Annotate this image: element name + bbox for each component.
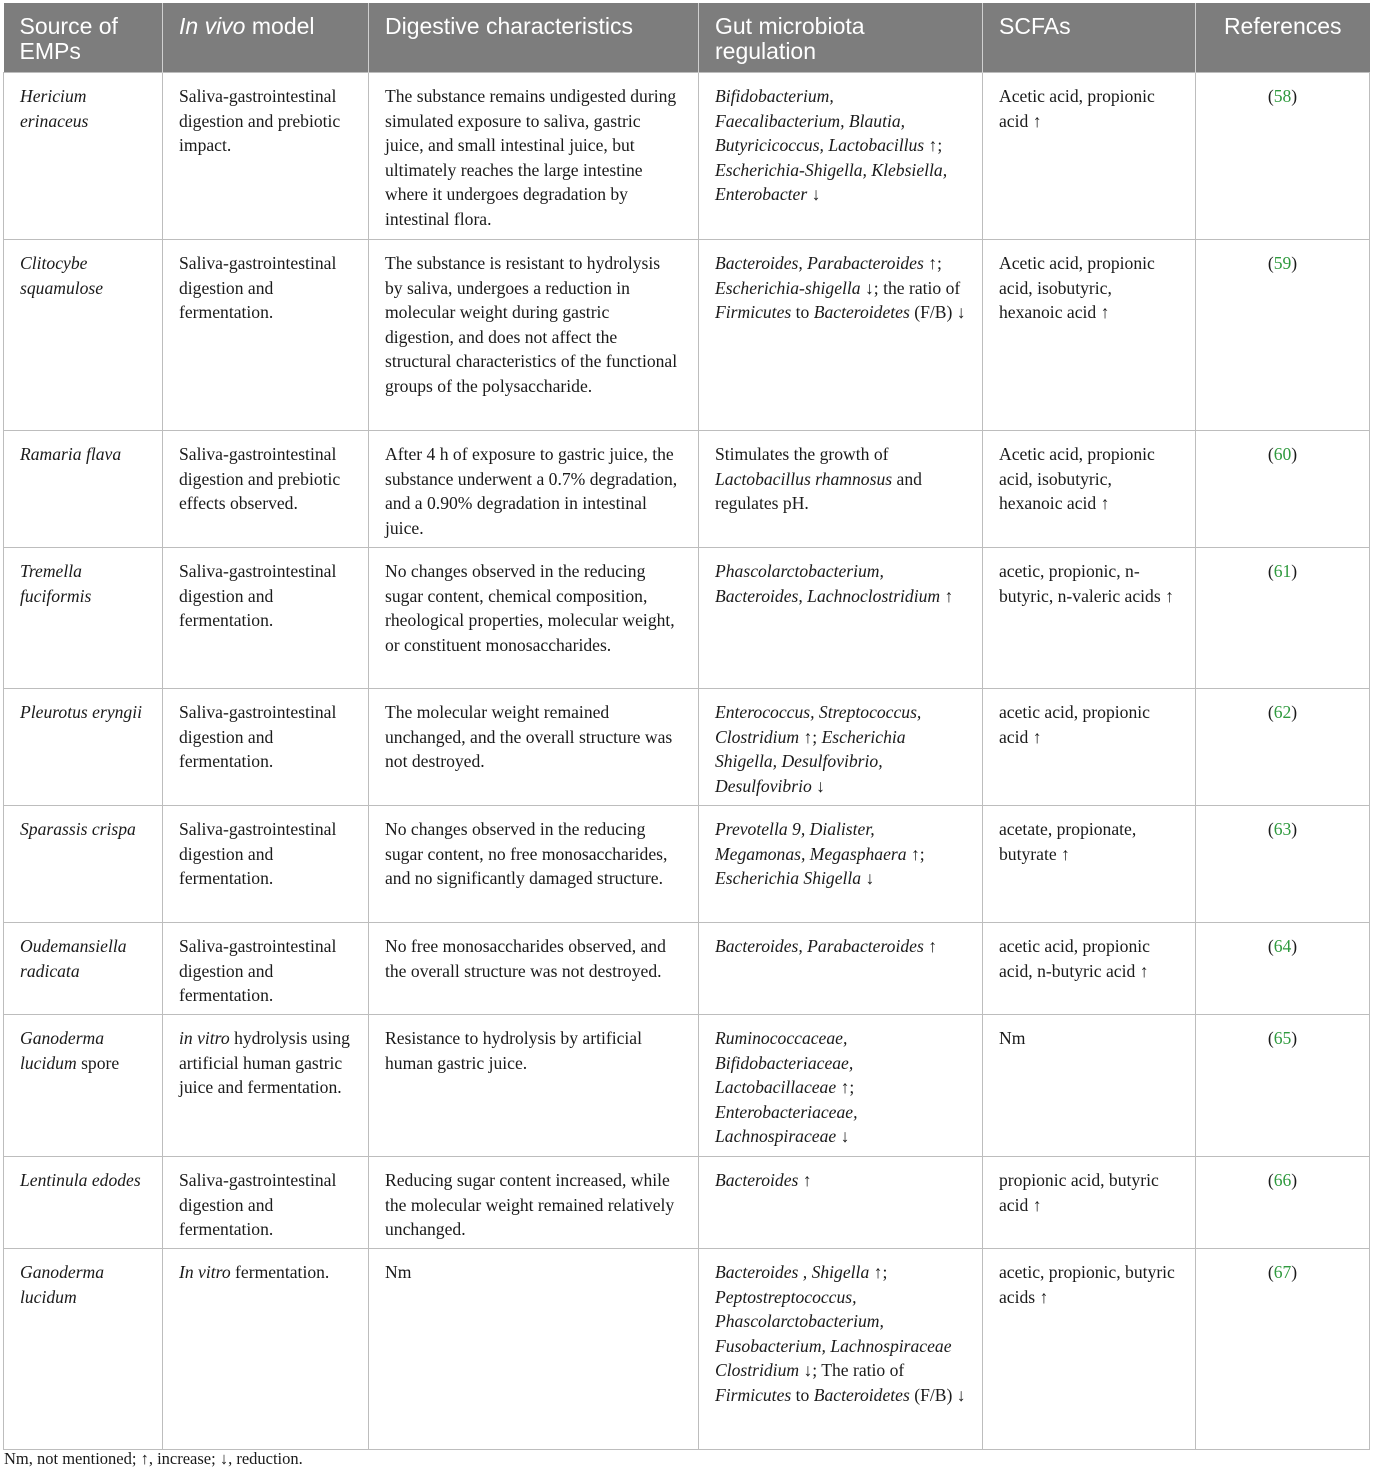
reference-link[interactable]: 61 [1273, 561, 1292, 581]
cell-scfas: Acetic acid, propionic acid, isobutyric, hexanoic acid ↑ [983, 240, 1196, 431]
cell-gut-microbiota [699, 1157, 983, 1249]
cell-model [163, 1249, 369, 1450]
cell-gut-microbiota-segment: ↑; [924, 135, 943, 156]
cell-gut-microbiota-segment: Lactobacillus rhamnosus [715, 468, 893, 489]
cell-scfas: acetic, propionic, butyric acids ↑ [983, 1249, 1196, 1450]
cell-source [4, 806, 163, 923]
cell-gut-microbiota [699, 73, 983, 240]
cell-model [163, 689, 369, 806]
cell-scfas: Acetic acid, propionic acid, isobutyric, hexanoic acid ↑ [983, 431, 1196, 548]
cell-gut-microbiota-segment: to [791, 1384, 814, 1405]
cell-model [163, 1157, 369, 1249]
header-source: Source of EMPs [4, 3, 163, 73]
cell-digestive: No changes observed in the reducing sugar content, chemical composition, rheological properties, molecular weight, or constituent monosaccharides. [369, 548, 699, 689]
cell-gut-microbiota [699, 689, 983, 806]
cell-model [163, 73, 369, 240]
cell-gut-microbiota-segment: Peptostreptococcus, Phascolarctobacterium, Fusobacterium, Lachnospiraceae Clostridium [715, 1286, 952, 1381]
cell-gut-microbiota-segment: Bacteroides , Shigella [715, 1262, 870, 1282]
cell-source [4, 1015, 163, 1157]
cell-source [4, 240, 163, 431]
cell-source [4, 431, 163, 548]
cell-source [4, 1249, 163, 1450]
cell-gut-microbiota-segment: Bifidobacterium, Faecalibacterium, Blautia, Butyricicoccus, Lactobacillus [715, 86, 925, 156]
reference-link[interactable]: 60 [1273, 444, 1292, 464]
reference-link[interactable]: 67 [1273, 1262, 1292, 1282]
cell-model-segment: Saliva-gastrointestinal digestion and fermentation. [179, 819, 337, 889]
table-row [4, 1249, 1370, 1450]
cell-model [163, 1015, 369, 1157]
cell-scfas: acetic acid, propionic acid ↑ [983, 689, 1196, 806]
header-gut-microbiota: Gut microbiota regulation [699, 3, 983, 73]
cell-gut-microbiota-segment: Phascolarctobacterium, Bacteroides, Lachnoclostridium [715, 561, 941, 606]
cell-reference: (59) [1196, 240, 1370, 431]
cell-model-segment: Saliva-gastrointestinal digestion and fermentation. [179, 561, 337, 631]
reference-link[interactable]: 59 [1273, 253, 1292, 273]
cell-reference: (61) [1196, 548, 1370, 689]
cell-gut-microbiota-segment: Bacteroidetes [813, 302, 910, 323]
cell-source-segment: Oudemansiella radicata [20, 936, 127, 981]
cell-model [163, 923, 369, 1015]
table-row [4, 73, 1370, 240]
reference-link[interactable]: 66 [1273, 1170, 1292, 1190]
cell-source-segment: Lentinula edodes [20, 1170, 141, 1190]
cell-model-segment: Saliva-gastrointestinal digestion and fermentation. [179, 1170, 337, 1240]
cell-gut-microbiota-segment: ↓ [811, 775, 825, 796]
table-row [4, 548, 1370, 689]
cell-digestive: Nm [369, 1249, 699, 1450]
cell-digestive: The substance is resistant to hydrolysis by saliva, undergoes a reduction in molecular weight during gastric digestion, and does not affect the structural characteristics of the functional groups of the polysaccharide. [369, 240, 699, 431]
cell-gut-microbiota [699, 806, 983, 923]
cell-gut-microbiota-segment: Enterococcus, Streptococcus, Clostridium [715, 702, 922, 747]
cell-model-segment: Saliva-gastrointestinal digestion and fermentation. [179, 936, 337, 1006]
cell-scfas: Nm [983, 1015, 1196, 1157]
emp-digestion-table [3, 3, 1370, 1450]
table-footnote: Nm, not mentioned; ↑, increase; ↓, reduction. [4, 1449, 303, 1468]
cell-gut-microbiota [699, 240, 983, 431]
cell-gut-microbiota-segment: ↑; [869, 1262, 888, 1282]
cell-digestive: After 4 h of exposure to gastric juice, the substance underwent a 0.7% degradation, and a 0.90% degradation in intestinal juice. [369, 431, 699, 548]
cell-gut-microbiota-segment: ↓ [836, 1126, 850, 1147]
cell-model-segment: Saliva-gastrointestinal digestion and fermentation. [179, 702, 337, 772]
cell-gut-microbiota-segment: ↑; [836, 1077, 855, 1098]
cell-model-segment: hydrolysis using artificial human gastric juice and fermentation. [179, 1028, 350, 1098]
cell-gut-microbiota-segment: to [791, 302, 814, 323]
cell-scfas: acetic, propionic, n-butyric, n-valeric acids ↑ [983, 548, 1196, 689]
cell-scfas: propionic acid, butyric acid ↑ [983, 1157, 1196, 1249]
cell-gut-microbiota-segment: Bacteroides, Parabacteroides [715, 253, 924, 273]
cell-gut-microbiota [699, 1249, 983, 1450]
cell-gut-microbiota-segment: ↑ [923, 936, 937, 956]
cell-model-segment: Saliva-gastrointestinal digestion and prebiotic impact. [179, 86, 341, 156]
cell-source-segment: Ramaria flava [20, 444, 122, 464]
cell-model [163, 240, 369, 431]
cell-source [4, 548, 163, 689]
cell-gut-microbiota-segment: Escherichia-Shigella, Klebsiella, Enterobacter [715, 159, 948, 205]
cell-source [4, 73, 163, 240]
cell-model [163, 806, 369, 923]
header-row [4, 3, 1370, 73]
reference-link[interactable]: 64 [1273, 936, 1292, 956]
cell-source-segment: Pleurotus eryngii [20, 702, 142, 722]
cell-gut-microbiota-segment: ↓ [807, 184, 821, 205]
cell-gut-microbiota [699, 923, 983, 1015]
reference-link[interactable]: 58 [1273, 86, 1292, 106]
cell-source-segment: spore [76, 1052, 120, 1073]
cell-model-segment: In vitro [179, 1262, 231, 1282]
cell-model-segment: Saliva-gastrointestinal digestion and fermentation. [179, 253, 337, 323]
header-model-italic: In vivo [179, 13, 246, 39]
cell-gut-microbiota-segment: and regulates pH. [715, 468, 922, 514]
cell-reference: (58) [1196, 73, 1370, 240]
cell-gut-microbiota-segment: ↑ [940, 585, 954, 606]
table-row [4, 1157, 1370, 1249]
cell-reference: (67) [1196, 1249, 1370, 1450]
cell-gut-microbiota-segment: ↓; the ratio of [860, 277, 961, 298]
cell-gut-microbiota-segment: (F/B) ↓ [909, 1384, 966, 1405]
cell-source-segment: Sparassis crispa [20, 819, 136, 839]
reference-link[interactable]: 62 [1273, 702, 1292, 722]
header-scfas: SCFAs [983, 3, 1196, 73]
header-model-rest: model [245, 13, 315, 39]
cell-model-segment: Saliva-gastrointestinal digestion and prebiotic effects observed. [179, 444, 341, 514]
cell-reference: (66) [1196, 1157, 1370, 1249]
cell-scfas: Acetic acid, propionic acid ↑ [983, 73, 1196, 240]
cell-gut-microbiota-segment: ↑ [798, 1170, 812, 1190]
table-row [4, 806, 1370, 923]
cell-source [4, 923, 163, 1015]
cell-gut-microbiota-segment: Escherichia-shigella [715, 277, 861, 298]
cell-reference: (62) [1196, 689, 1370, 806]
cell-gut-microbiota-segment: ↑; [799, 726, 822, 747]
cell-gut-microbiota-segment: Bacteroides [715, 1170, 799, 1190]
cell-gut-microbiota-segment: Prevotella 9, Dialister, Megamonas, Megasphaera [715, 819, 907, 864]
cell-model [163, 431, 369, 548]
cell-gut-microbiota-segment: Firmicutes [715, 302, 792, 323]
cell-gut-microbiota-segment: (F/B) ↓ [909, 302, 966, 323]
cell-digestive: Reducing sugar content increased, while the molecular weight remained relatively unchanged. [369, 1157, 699, 1249]
cell-source-segment: Hericium erinaceus [20, 86, 89, 131]
cell-gut-microbiota-segment: Enterobacteriaceae, Lachnospiraceae [715, 1101, 858, 1147]
cell-gut-microbiota-segment: ↑; [923, 253, 942, 273]
header-references: References [1196, 3, 1370, 73]
cell-gut-microbiota-segment: Bacteroidetes [813, 1384, 910, 1405]
cell-gut-microbiota-segment: Firmicutes [715, 1384, 792, 1405]
cell-source-segment: Ganoderma lucidum [20, 1028, 105, 1073]
reference-link[interactable]: 63 [1273, 819, 1292, 839]
cell-digestive: Resistance to hydrolysis by artificial human gastric juice. [369, 1015, 699, 1157]
cell-digestive: No free monosaccharides observed, and the overall structure was not destroyed. [369, 923, 699, 1015]
cell-model-segment: in vitro [179, 1028, 230, 1048]
table-container [3, 3, 1369, 1450]
table-header [4, 3, 1370, 73]
cell-gut-microbiota-segment: Bacteroides, Parabacteroides [715, 936, 924, 956]
cell-digestive: The substance remains undigested during simulated exposure to saliva, gastric juice, and small intestinal juice, but ultimately reaches the large intestine where it undergoes degradation by intestinal flora. [369, 73, 699, 240]
cell-scfas: acetic acid, propionic acid, n-butyric acid ↑ [983, 923, 1196, 1015]
cell-reference: (65) [1196, 1015, 1370, 1157]
cell-gut-microbiota-segment: ↑; [906, 843, 925, 864]
table-row [4, 1015, 1370, 1157]
cell-source-segment: Clitocybe squamulose [20, 253, 104, 298]
table-row [4, 689, 1370, 806]
cell-gut-microbiota-segment: Escherichia Shigella, Desulfovibrio, Desulfovibrio [715, 726, 906, 796]
cell-gut-microbiota-segment: ↓ [861, 868, 875, 889]
table-row [4, 240, 1370, 431]
cell-source [4, 689, 163, 806]
cell-gut-microbiota-segment: Stimulates the growth of [715, 444, 889, 464]
reference-link[interactable]: 65 [1273, 1028, 1292, 1048]
cell-gut-microbiota-segment: Ruminococcaceae, Bifidobacteriaceae, Lactobacillaceae [715, 1028, 854, 1098]
table-body [4, 73, 1370, 1450]
cell-reference: (64) [1196, 923, 1370, 1015]
cell-model [163, 548, 369, 689]
cell-gut-microbiota [699, 548, 983, 689]
cell-gut-microbiota-segment: Escherichia Shigella [715, 868, 862, 889]
cell-digestive: The molecular weight remained unchanged, and the overall structure was not destroyed. [369, 689, 699, 806]
cell-reference: (63) [1196, 806, 1370, 923]
cell-source-segment: Ganoderma lucidum [20, 1262, 105, 1307]
cell-reference: (60) [1196, 431, 1370, 548]
cell-gut-microbiota [699, 431, 983, 548]
cell-scfas: acetate, propionate, butyrate ↑ [983, 806, 1196, 923]
table-row [4, 431, 1370, 548]
table-row [4, 923, 1370, 1015]
cell-source [4, 1157, 163, 1249]
cell-model-segment: fermentation. [230, 1262, 330, 1282]
cell-gut-microbiota-segment: ↓; The ratio of [799, 1360, 905, 1381]
cell-source-segment: Tremella fuciformis [20, 561, 92, 606]
header-model [163, 3, 369, 73]
cell-digestive: No changes observed in the reducing sugar content, no free monosaccharides, and no significantly damaged structure. [369, 806, 699, 923]
cell-gut-microbiota [699, 1015, 983, 1157]
header-digestive: Digestive characteristics [369, 3, 699, 73]
